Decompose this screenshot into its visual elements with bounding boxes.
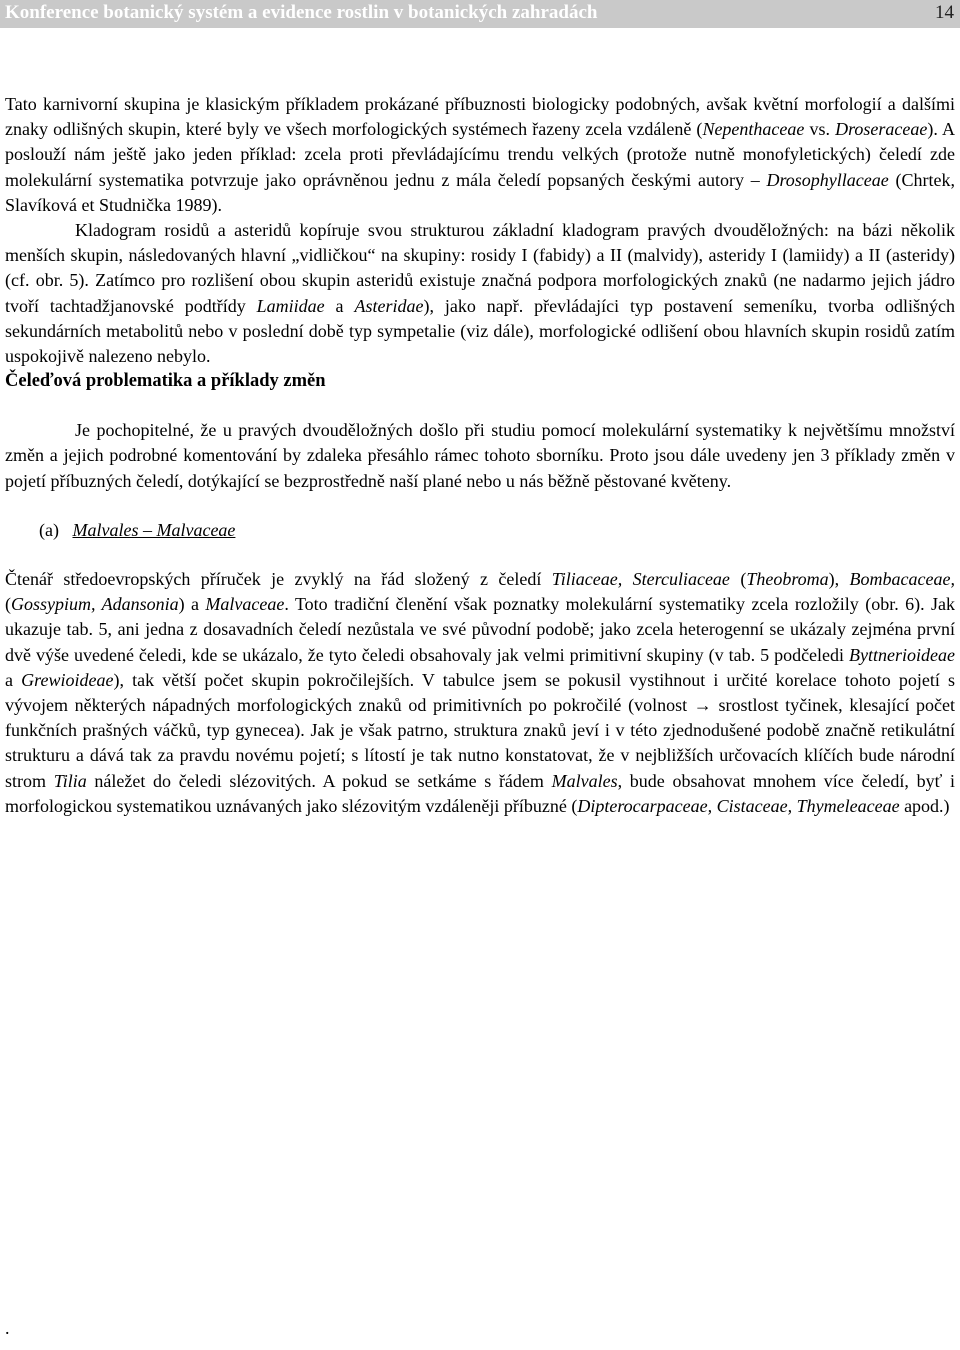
subsection-title: Malvales – Malvaceae [72, 519, 236, 540]
page-body [5, 92, 955, 819]
page-number: 14 [935, 2, 954, 23]
section-heading: Čeleďová problematika a příklady změn [5, 371, 326, 392]
subsection-heading [5, 518, 955, 543]
paragraph-1: Tato karnivorní skupina je klasickým příkladem prokázané příbuznosti biologicky podobných, avšak květní morfologií a dalšími znaky odlišných skupin, které byly ve všech morfologických systémech řazeny zcela vzdáleně (Nepenthaceae vs. Droseraceae). A poslouží nám ještě jako jeden příklad: zcela proti převládajícímu trendu velkých (protože nutně monofyletických) čeledí zde molekulární systematika potvrzuje jako oprávněnou jednu z mála čeledí popsaných českými autory – Drosophyllaceae (Chrtek, Slavíková et Studnička 1989). [5, 94, 956, 215]
subsection-label: (a) [39, 519, 59, 540]
footer-mark: . [5, 1318, 10, 1338]
conference-title: Konference botanický systém a evidence rostlin v botanických zahradách [5, 2, 598, 23]
paragraph-2: Kladogram rosidů a asteridů kopíruje svou strukturou základní kladogram pravých dvouděložných: na bázi několik menších skupin, následovaných hlavní „vidličkou“ na skupiny: rosidy I (fabidy) a II (malvidy), asteridy I (lamiidy) a II (asteridy) (cf. obr. 5). Zatímco pro rozlišení obou skupin asteridů existuje značná podpora morfologických znaků (ne nadarmo jejich jádro tvoří tachtadžjanovské podtřídy Lamiidae a Asteridae), jako např. převládajíci typ postavení semeníku, tvorba odlišných sekundárních metabolitů nebo v poslední době typ sympetalie (viz dále), morfologické odlišení obou hlavních skupin rosidů zatím uspokojivě nalezeno nebylo. [5, 220, 956, 367]
running-header [0, 0, 960, 28]
paragraph-3: Je pochopitelné, že u pravých dvouděložných došlo při studiu pomocí molekulární systematiky k největšímu množství změn a jejich podrobné komentování by zdaleka přesáhlo rámec tohoto sborníku. Proto jsou dále uvedeny jen 3 příklady změn v pojetí příbuzných čeledí, dotýkající se bezprostředně naší plané nebo u nás běžně pěstované květeny. [5, 420, 955, 491]
paragraph-4: Čtenář středoevropských příruček je zvyklý na řád složený z čeledí Tiliaceae, Sterculiaceae (Theobroma), Bombacaceae, (Gossypium, Adansonia) a Malvaceae. Toto tradiční členění však poznatky molekulární systematiky zcela rozložily (obr. 6). Jak ukazuje tab. 5, ani jedna z dosavadních čeledí nezůstala ve své původní podobě; jako zcela heterogenní se ukázaly zejména první dvě výše uvedené čeledi, kde se ukázalo, že tyto čeledi obsahovaly jak velmi primitivní skupiny (v tab. 5 podčeledi Byttnerioideae a Grewioideae), tak větší počet skupin pokročilejších. V tabulce jsem se pokusil vystihnout i určité korelace tohoto pojetí s vývojem některých nápadných morfologických znaků od primitivních po pokročilé (volnost → srostlost tyčinek, klesající počet funkčních prašných váčků, typ gynecea). Jak je však patrno, struktura znaků jeví i v této zjednodušené podobě značně retikulátní strukturu a dává tak za pravdu novému pojetí; s lítostí je tak nutno konstatovat, že v nejbližších určovacích klíčích bude národní strom Tilia náležet do čeledi slézovitých. A pokud se setkáme s řádem Malvales, bude obsahovat mnohem více čeledí, byť i morfologickou systematikou uznávaných jako slézovitým vzdáleněji příbuzné (Dipterocarpaceae, Cistaceae, Thymeleaceae apod.) [5, 569, 956, 816]
